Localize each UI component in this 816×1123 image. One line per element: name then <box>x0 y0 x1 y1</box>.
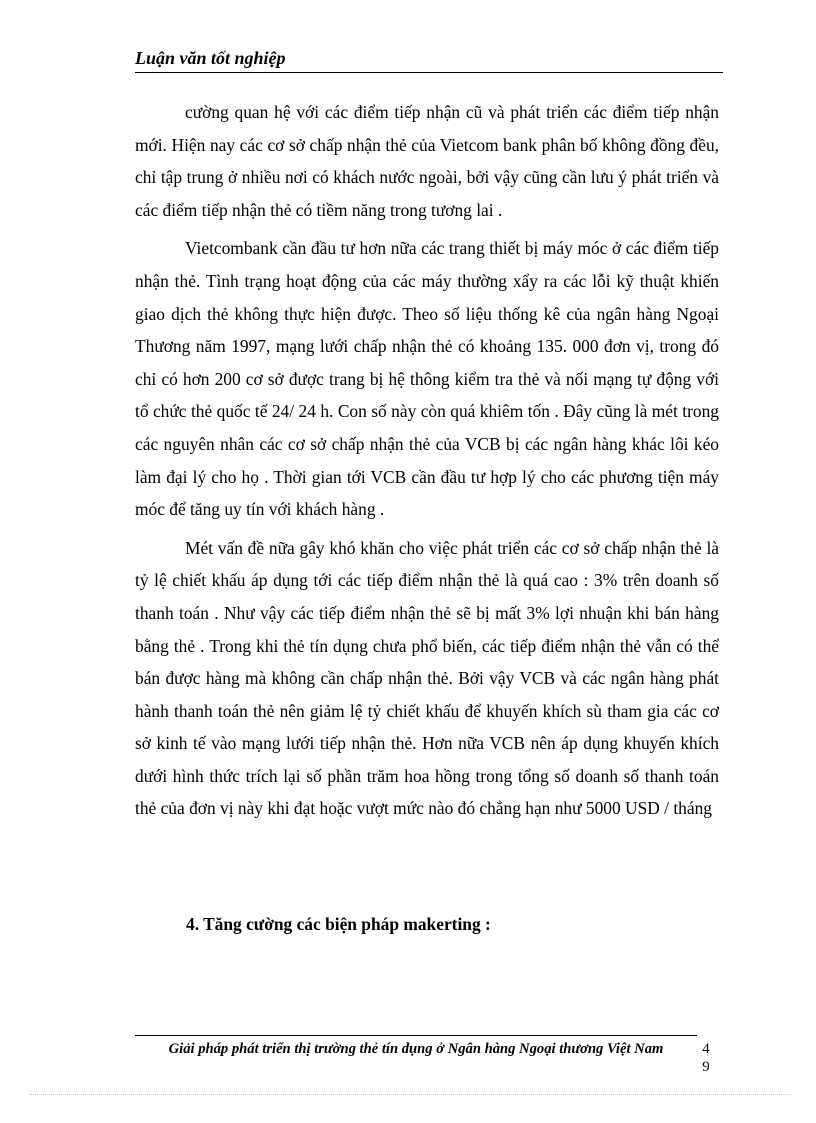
running-header-title: Luận văn tốt nghiệp <box>135 48 286 68</box>
paragraph-equipment-investment: Vietcombank cần đầu tư hơn nữa các trang thiết bị máy móc ở các điểm tiếp nhận thẻ. Tình trạng hoạt động của các máy thường xẩy ra các lỗi kỹ thuật khiến giao dịch thẻ không thực hiện được. Theo số liệu thống kê của ngân hàng Ngoại Thương năm 1997, mạng lưới chấp nhận thẻ có khoảng 135. 000 đơn vị, trong đó chỉ có hơn 200 cơ sở được trang bị hệ thông kiểm tra thẻ và nối mạng tự động với tổ chức thẻ quốc tế 24/ 24 h. Con số này còn quá khiêm tốn . Đây cũng là mét trong các nguyên nhân các cơ sở chấp nhận thẻ của VCB bị các ngân hàng khác lôi kéo làm đại lý cho họ . Thời gian tới VCB cần đầu tư hợp lý cho các phương tiện máy móc để tăng uy tín với khách hàng . <box>135 238 719 520</box>
footer-divider <box>135 1035 697 1036</box>
footer-caption: Giải pháp phát triển thị trường thẻ tín dụng ở Ngân hàng Ngoại thương Việt Nam <box>168 1041 664 1057</box>
section-heading: 4. Tăng cường các biện pháp makerting : <box>186 914 491 934</box>
page-edge <box>30 1094 790 1095</box>
document-body <box>135 96 719 825</box>
paragraph-discount-rate: Mét vấn đề nữa gây khó khăn cho việc phát triển các cơ sở chấp nhận thẻ là tỷ lệ chiết khấu áp dụng tới các tiếp điểm nhận thẻ là quá cao : 3% trên doanh số thanh toán . Như vậy các tiếp điểm nhận thẻ sẽ bị mất 3% lợi nhuận khi bán hàng bằng thẻ . Trong khi thẻ tín dụng chưa phổ biến, các tiếp điểm nhận thẻ vẫn có thể bán được hàng mà không cần chấp nhận thẻ. Bởi vậy VCB và các ngân hàng phát hành thanh toán thẻ nên giảm lệ tỷ chiết khấu để khuyến khích sù tham gia các cơ sở kinh tế vào mạng lưới tiếp nhận thẻ. Hơn nữa VCB nên áp dụng khuyến khích dưới hình thức trích lại số phần trăm hoa hồng trong tổng số doanh số thanh toán thẻ của đơn vị này khi đạt hoặc vượt mức nào đó chẳng hạn như 5000 USD / tháng <box>135 537 719 819</box>
header-divider <box>135 72 723 73</box>
paragraph-continuation: cường quan hệ với các điểm tiếp nhận cũ và phát triển các điểm tiếp nhận mới. Hiện nay các cơ sở chấp nhận thẻ của Vietcom bank phân bố không đồng đều, chỉ tập trung ở nhiều nơi có khách nước ngoài, bởi vậy cũng cần lưu ý phát triển và các điểm tiếp nhận thẻ có tiềm năng trong tương lai . <box>135 102 719 220</box>
page-number: 49 <box>702 1041 710 1075</box>
